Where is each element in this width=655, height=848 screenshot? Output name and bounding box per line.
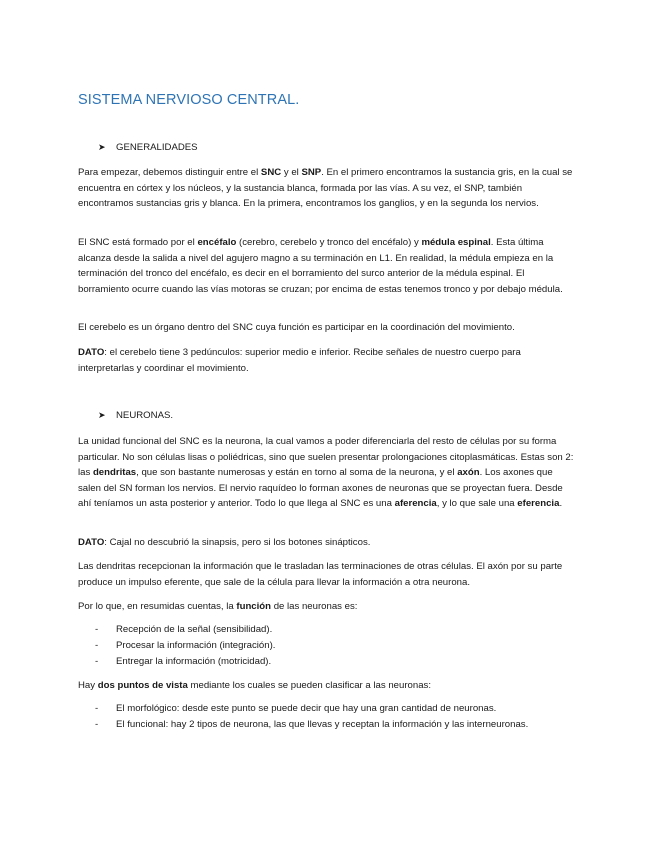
- dash-bullet: -: [95, 640, 99, 651]
- dash-bullet: -: [95, 719, 99, 730]
- list-item: - Procesar la información (integración).: [95, 638, 585, 654]
- arrow-bullet-icon: ➤: [98, 142, 106, 152]
- list-item: - El funcional: hay 2 tipos de neurona, las que llevas y receptan la información y las interneuronas.: [95, 717, 585, 733]
- paragraph: El cerebelo es un órgano dentro del SNC cuya función es participar en la coordinación del movimiento.: [78, 322, 515, 333]
- bold-term: encéfalo: [197, 237, 237, 248]
- paragraph: Hay dos puntos de vista mediante los cuales se pueden clasificar a las neuronas:: [78, 680, 432, 691]
- bold-term: eferencia: [517, 498, 560, 510]
- bold-term: axón: [457, 467, 480, 479]
- dash-bullet: -: [95, 656, 99, 667]
- function-list: [95, 622, 585, 670]
- bold-term: dos puntos de vista: [97, 680, 188, 691]
- list-item: - Recepción de la señal (sensibilidad).: [95, 622, 585, 638]
- bold-term: SNC: [260, 167, 282, 178]
- dato-label: DATO: [78, 537, 105, 548]
- section-heading-label: NEURONAS.: [116, 410, 174, 421]
- dato-label: DATO: [78, 347, 105, 358]
- paragraph: El SNC está formado por el encéfalo (cerebro, cerebelo y tronco del encéfalo) y médula espinal. Esta última alcanza desde la salida a nivel del agujero magno a su terminación en L1. En realidad, la médula empieza en la terminación del tronco del encéfalo, es decir en el borramiento del surco anterior de la médula espinal. El borramiento ocurre cuando las vías motoras se cruzan; por encima de estas tenemos tronco y por debajo médula.: [78, 237, 563, 295]
- dato-paragraph: DATO: el cerebelo tiene 3 pedúnculos: superior medio e inferior. Recibe señales de nuestro cuerpo para interpretarlas y coordinar el movimiento.: [78, 347, 521, 374]
- arrow-bullet-icon: ➤: [98, 410, 106, 420]
- bold-term: aferencia: [394, 498, 437, 510]
- viewpoint-list: [95, 701, 585, 733]
- dato-paragraph: DATO: Cajal no descubrió la sinapsis, pero si los botones sinápticos.: [78, 537, 371, 548]
- paragraph: Las dendritas recepcionan la información que le trasladan las terminaciones de otras células. El axón por su parte produce un impulso eferente, que sale de la célula para llevar la información a otra neurona.: [78, 561, 563, 588]
- bold-term: médula espinal: [421, 237, 491, 248]
- bold-term: dendritas: [92, 467, 137, 479]
- section-heading-label: GENERALIDADES: [116, 142, 198, 153]
- paragraph: Para empezar, debemos distinguir entre el SNC y el SNP. En el primero encontramos la sustancia gris, en la cual se encuentra en córtex y los núcleos, y la sustancia blanca, formada por las vías. A su vez, el SNP, también encontramos sustancias gris y blanca. En la primera, encontramos los ganglios, y en la segunda los nervios.: [78, 167, 573, 210]
- dash-bullet: -: [95, 703, 99, 714]
- document-title: SISTEMA NERVIOSO CENTRAL.: [78, 92, 300, 108]
- bold-term: SNP: [301, 167, 322, 178]
- paragraph: La unidad funcional del SNC es la neurona, la cual vamos a poder diferenciarla del resto de células por su forma particular. No son células lisas o poliédricas, sino que suelen presentar prolongaciones citoplasmáticas. Estas son 2: las dendritas, que son bastante numerosas y están en torno al soma de la neurona, y el axón. Los axones que salen del SN forman los nervios. El nervio raquídeo lo forman axones de neuronas que se proyectan fuera. Desde ahí teníamos un asta posterior y anterior. Todo lo que llega al SNC es una aferencia, y lo que sale una eferencia.: [78, 436, 574, 510]
- bold-term: función: [236, 601, 272, 612]
- section-heading-generalidades: [98, 142, 198, 153]
- paragraph: Por lo que, en resumidas cuentas, la función de las neuronas es:: [78, 601, 358, 612]
- section-heading-neuronas: [98, 410, 173, 421]
- list-item: - Entregar la información (motricidad).: [95, 654, 585, 670]
- list-item: - El morfológico: desde este punto se puede decir que hay una gran cantidad de neuronas.: [95, 701, 585, 717]
- dash-bullet: -: [95, 624, 99, 635]
